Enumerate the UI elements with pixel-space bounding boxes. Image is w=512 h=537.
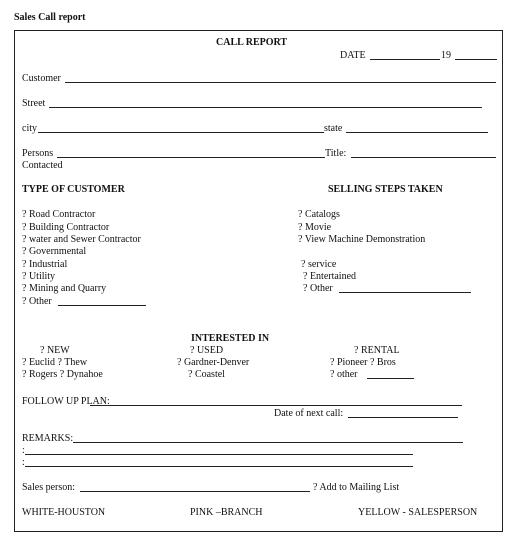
copy-yellow-salesperson: YELLOW - SALESPERSON xyxy=(358,507,478,518)
interest-rental-other-line[interactable] xyxy=(367,378,414,379)
sales-person-label: Sales person: xyxy=(22,482,76,493)
interest-new-rogers-dynahoe[interactable]: ? Rogers ? Dynahoe xyxy=(22,369,103,380)
date-line[interactable] xyxy=(370,59,440,60)
customer-type-governmental[interactable]: ? Governmental xyxy=(22,246,87,257)
title-line[interactable] xyxy=(351,157,496,158)
title-label: Title: xyxy=(325,148,347,159)
selling-step-entertained[interactable]: ? Entertained xyxy=(303,271,357,282)
selling-step-service[interactable]: ? service xyxy=(301,259,337,270)
type-of-customer-heading: TYPE OF CUSTOMER xyxy=(22,184,125,195)
customer-type-building-contractor[interactable]: ? Building Contractor xyxy=(22,222,110,233)
interest-rental-other[interactable]: ? other xyxy=(330,369,358,380)
customer-line[interactable] xyxy=(65,82,496,83)
interest-rental-pioneer-bros[interactable]: ? Pioneer ? Bros xyxy=(330,357,396,368)
contacted-label: Contacted xyxy=(22,160,63,171)
next-call-line[interactable] xyxy=(348,417,458,418)
sales-person-line[interactable] xyxy=(80,491,310,492)
interest-used-gardner-denver[interactable]: ? Gardner-Denver xyxy=(177,357,250,368)
selling-step-catalogs[interactable]: ? Catalogs xyxy=(298,209,340,220)
interest-rental[interactable]: ? RENTAL xyxy=(354,345,400,356)
interest-new[interactable]: ? NEW xyxy=(40,345,70,356)
persons-line[interactable] xyxy=(57,157,325,158)
remarks-line-3[interactable] xyxy=(25,466,413,467)
document-header-title: Sales Call report xyxy=(14,12,86,23)
customer-type-other[interactable]: ? Other xyxy=(22,296,52,307)
next-call-label: Date of next call: xyxy=(274,408,344,419)
selling-steps-heading: SELLING STEPS TAKEN xyxy=(328,184,443,195)
customer-type-industrial[interactable]: ? Industrial xyxy=(22,259,68,270)
date-label: DATE xyxy=(340,50,366,61)
follow-up-plan-label: FOLLOW UP PLAN: xyxy=(22,396,110,407)
remarks-line[interactable] xyxy=(73,442,463,443)
customer-type-utility[interactable]: ? Utility xyxy=(22,271,56,282)
city-line[interactable] xyxy=(38,132,324,133)
interest-used[interactable]: ? USED xyxy=(190,345,224,356)
form-title: CALL REPORT xyxy=(216,37,288,48)
city-label: city xyxy=(22,123,37,134)
street-label: Street xyxy=(22,98,46,109)
interest-used-coastel[interactable]: ? Coastel xyxy=(188,369,225,380)
year-line[interactable] xyxy=(455,59,497,60)
selling-step-other-line[interactable] xyxy=(339,292,471,293)
street-line[interactable] xyxy=(49,107,482,108)
add-to-mailing-list[interactable]: ? Add to Mailing List xyxy=(313,482,400,493)
interest-new-euclid-thew[interactable]: ? Euclid ? Thew xyxy=(22,357,88,368)
state-line[interactable] xyxy=(346,132,488,133)
selling-step-other[interactable]: ? Other xyxy=(303,283,333,294)
customer-type-mining-quarry[interactable]: ? Mining and Quarry xyxy=(22,283,107,294)
customer-type-other-line[interactable] xyxy=(58,305,146,306)
remarks-line-2[interactable] xyxy=(25,454,413,455)
customer-type-road-contractor[interactable]: ? Road Contractor xyxy=(22,209,96,220)
remarks-label: REMARKS: xyxy=(22,433,74,444)
selling-step-view-demonstration[interactable]: ? View Machine Demonstration xyxy=(298,234,426,245)
call-report-form xyxy=(14,30,503,532)
follow-up-plan-line[interactable] xyxy=(90,405,462,406)
state-label: state xyxy=(324,123,343,134)
interested-in-heading: INTERESTED IN xyxy=(191,333,270,344)
year-prefix: 19 xyxy=(441,50,451,61)
persons-label: Persons xyxy=(22,148,54,159)
customer-type-water-sewer-contractor[interactable]: ? water and Sewer Contractor xyxy=(22,234,141,245)
remarks-colon-1: : xyxy=(22,445,25,456)
selling-step-movie[interactable]: ? Movie xyxy=(298,222,332,233)
copy-white-houston: WHITE-HOUSTON xyxy=(22,507,106,518)
customer-label: Customer xyxy=(22,73,61,84)
copy-pink-branch: PINK –BRANCH xyxy=(190,507,263,518)
remarks-colon-2: : xyxy=(22,457,25,468)
